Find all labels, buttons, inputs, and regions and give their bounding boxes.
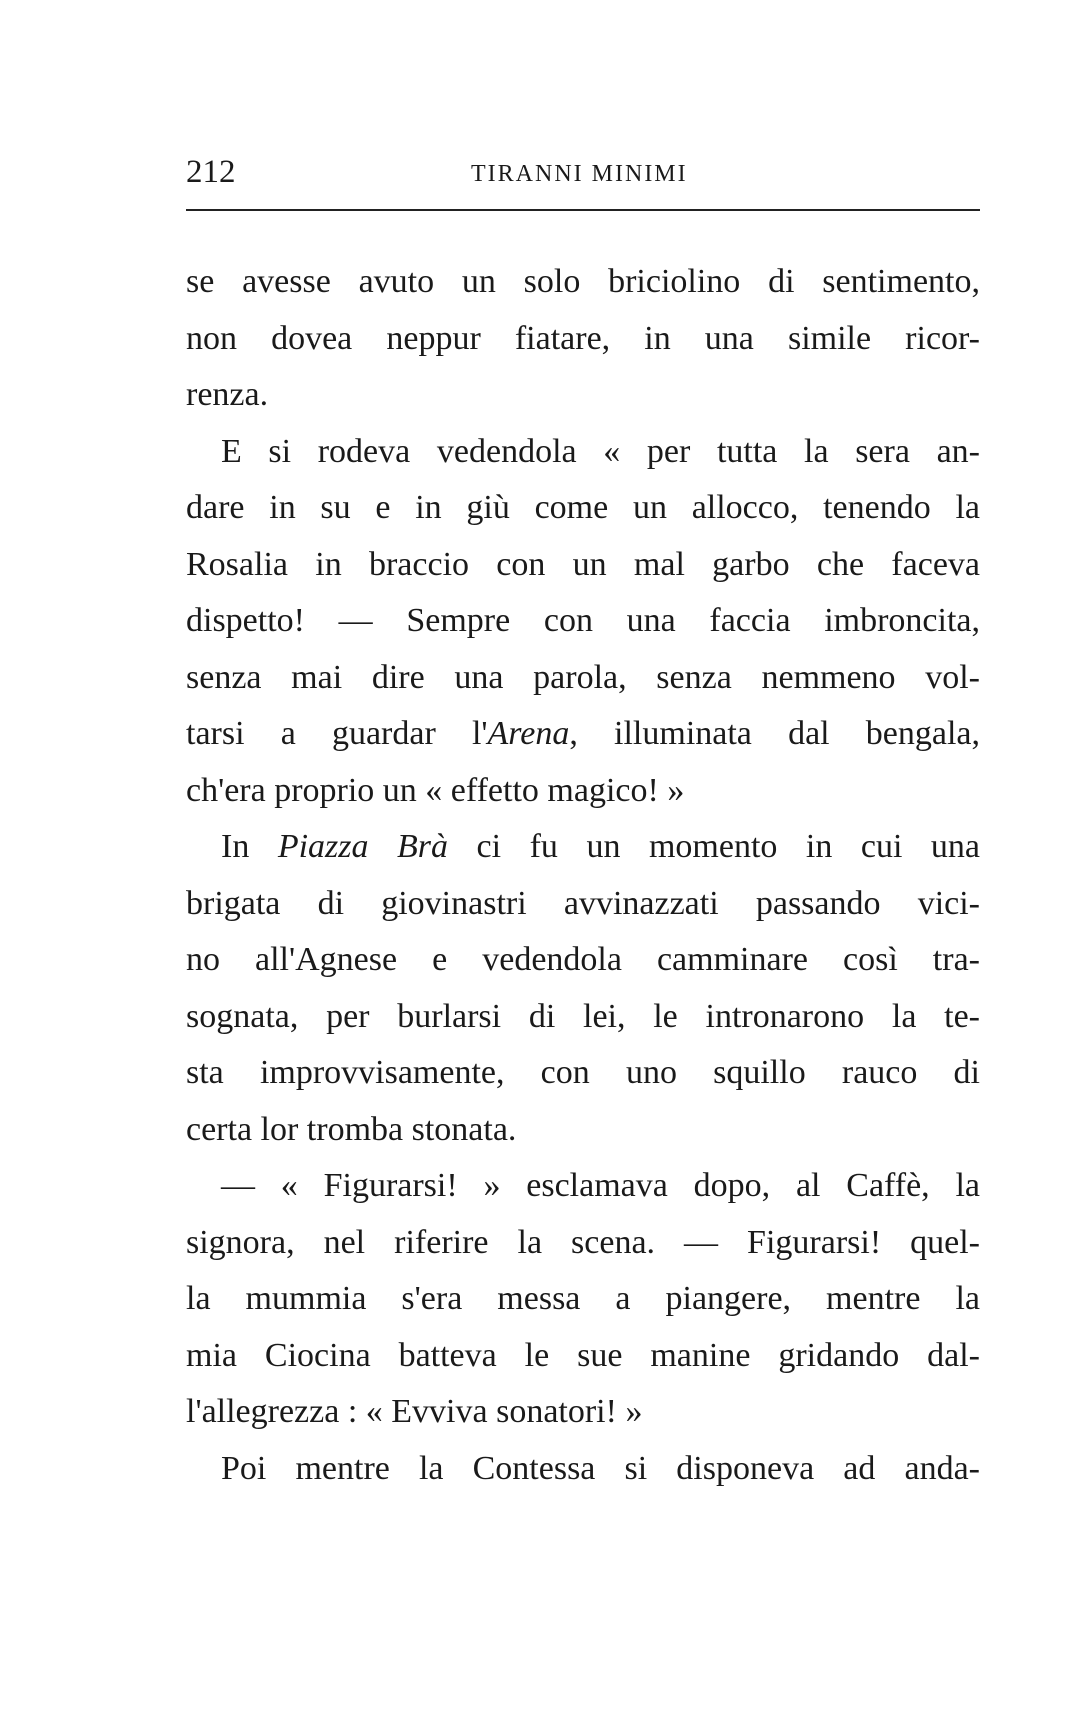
page-number: 212: [186, 154, 236, 190]
text-line: sta improvvisamente, con uno squillo rauco di: [186, 1054, 980, 1091]
text-line: l'allegrezza : « Evviva sonatori! »: [186, 1393, 643, 1430]
text-line: no all'Agnese e vedendola camminare così tra-: [186, 941, 980, 978]
text-line: Poi mentre la Contessa si disponeva ad anda-: [221, 1449, 980, 1487]
text-line: dispetto! — Sempre con una faccia imbroncita,: [186, 602, 980, 639]
text-line: In Piazza Brà ci fu un momento in cui una: [221, 828, 980, 865]
text-line: sognata, per burlarsi di lei, le intronarono la te-: [186, 997, 980, 1035]
text-line: — « Figurarsi! » esclamava dopo, al Caffè, la: [221, 1167, 980, 1204]
italic-term: Piazza Brà: [277, 828, 449, 865]
italic-term: Arena: [487, 715, 570, 752]
text-line: la mummia s'era messa a piangere, mentre la: [186, 1280, 980, 1317]
text-line: ch'era proprio un « effetto magico! »: [186, 771, 685, 809]
text-line: tarsi a guardar l'Arena, illuminata dal bengala,: [186, 715, 980, 752]
text-line: Rosalia in braccio con un mal garbo che faceva: [186, 545, 980, 583]
text-line: E si rodeva vedendola « per tutta la sera an-: [221, 432, 980, 470]
text-line: senza mai dire una parola, senza nemmeno vol-: [186, 658, 980, 696]
text-line: certa lor tromba stonata.: [186, 1110, 517, 1148]
page-header: [186, 150, 980, 194]
text-line: mia Ciocina batteva le sue manine gridando dal-: [186, 1336, 980, 1374]
text-line: brigata di giovinastri avvinazzati passando vici-: [186, 884, 980, 922]
text-line: non dovea neppur fiatare, in una simile ricor-: [186, 319, 980, 357]
body-text: [186, 254, 980, 1497]
text-line: signora, nel riferire la scena. — Figurarsi! quel-: [186, 1223, 980, 1261]
running-title: TIRANNI MINIMI: [471, 161, 688, 187]
text-line: se avesse avuto un solo briciolino di sentimento,: [186, 263, 980, 300]
header-rule: [186, 209, 980, 211]
text-line: dare in su e in giù come un allocco, tenendo la: [186, 489, 980, 526]
text-line: renza.: [186, 376, 269, 413]
